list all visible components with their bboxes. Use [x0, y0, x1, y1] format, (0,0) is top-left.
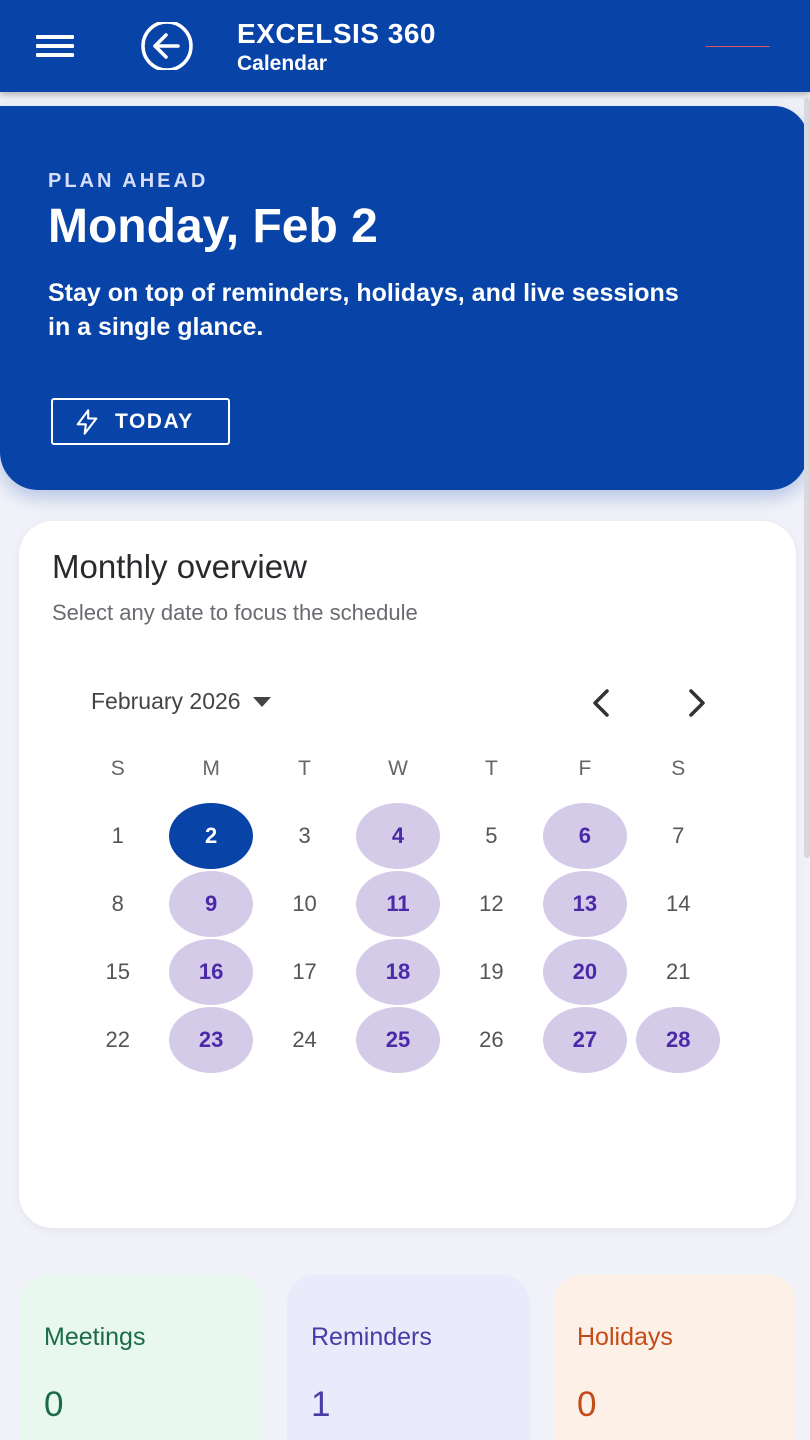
calendar-day[interactable]: 17	[292, 959, 317, 984]
calendar-day[interactable]: 18	[356, 939, 440, 1005]
weekday-label: F	[578, 757, 592, 780]
meetings-stat-card[interactable]	[20, 1275, 263, 1440]
calendar-day[interactable]: 13	[543, 871, 627, 937]
calendar-day[interactable]: 6	[543, 803, 627, 869]
calendar-day[interactable]: 10	[292, 891, 317, 916]
calendar-grid	[71, 803, 725, 1073]
card-subtitle: Select any date to focus the schedule	[52, 600, 418, 625]
holidays-stat-card[interactable]	[553, 1275, 796, 1440]
calendar-day[interactable]: 14	[666, 891, 691, 916]
weekday-label: W	[388, 757, 408, 780]
calendar-day[interactable]: 16	[169, 939, 253, 1005]
hero-description: Stay on top of reminders, holidays, and live sessions in a single glance.	[48, 279, 679, 341]
monthly-overview-card	[19, 521, 796, 1228]
account-link[interactable]	[706, 40, 770, 48]
reminders-stat-card[interactable]	[287, 1275, 530, 1440]
today-button-label: TODAY	[115, 409, 194, 433]
calendar-day[interactable]: 5	[485, 823, 498, 848]
month-selector[interactable]	[91, 688, 271, 715]
chevron-right-icon	[676, 683, 716, 723]
calendar-day[interactable]: 26	[479, 1027, 504, 1052]
weekday-label: S	[110, 757, 125, 780]
menu-icon[interactable]	[26, 24, 84, 72]
weekday-label: M	[202, 757, 220, 780]
card-title: Monthly overview	[52, 548, 307, 585]
reminders-count: 1	[311, 1385, 331, 1424]
page-subtitle: Calendar	[237, 52, 327, 75]
chevron-left-icon	[582, 683, 622, 723]
back-button[interactable]	[140, 22, 194, 70]
holidays-label: Holidays	[577, 1323, 673, 1351]
calendar-day[interactable]: 22	[105, 1027, 130, 1052]
calendar-day[interactable]: 12	[479, 891, 504, 916]
hero-kicker: PLAN AHEAD	[48, 170, 209, 192]
hero-banner	[0, 106, 808, 490]
lightning-icon	[73, 408, 101, 436]
reminders-label: Reminders	[311, 1323, 432, 1351]
calendar-day[interactable]: 20	[543, 939, 627, 1005]
holidays-count: 0	[577, 1385, 597, 1424]
weekday-header	[71, 755, 725, 783]
meetings-label: Meetings	[44, 1323, 146, 1351]
calendar-day[interactable]: 9	[169, 871, 253, 937]
calendar-day[interactable]: 11	[356, 871, 440, 937]
calendar-day[interactable]: 21	[666, 959, 691, 984]
calendar-day[interactable]: 24	[292, 1027, 317, 1052]
calendar-day[interactable]: 1	[111, 823, 124, 848]
calendar-day[interactable]: 23	[169, 1007, 253, 1073]
calendar-day[interactable]: 4	[356, 803, 440, 869]
app-bar	[0, 0, 810, 92]
today-button[interactable]	[51, 398, 230, 445]
next-month-button[interactable]	[676, 683, 716, 723]
weekday-label: S	[671, 757, 686, 780]
month-label: February 2026	[91, 688, 241, 714]
calendar-day[interactable]: 25	[356, 1007, 440, 1073]
caret-down-icon	[253, 697, 271, 707]
weekday-label: T	[298, 757, 311, 780]
calendar-day[interactable]: 8	[111, 891, 124, 916]
calendar-day[interactable]: 19	[479, 959, 504, 984]
calendar-day[interactable]: 3	[298, 823, 311, 848]
calendar-day[interactable]: 28	[636, 1007, 720, 1073]
calendar-day[interactable]: 7	[672, 823, 685, 848]
previous-month-button[interactable]	[582, 683, 622, 723]
weekday-label: T	[485, 757, 498, 780]
meetings-count: 0	[44, 1385, 64, 1424]
scrollbar[interactable]	[804, 98, 810, 858]
calendar-day[interactable]: 27	[543, 1007, 627, 1073]
calendar-day[interactable]: 2	[169, 803, 253, 869]
arrow-left-circle-icon	[140, 22, 194, 70]
hero-date: Monday, Feb 2	[48, 200, 378, 253]
calendar-day[interactable]: 15	[105, 959, 130, 984]
app-title: EXCELSIS 360	[237, 18, 436, 49]
